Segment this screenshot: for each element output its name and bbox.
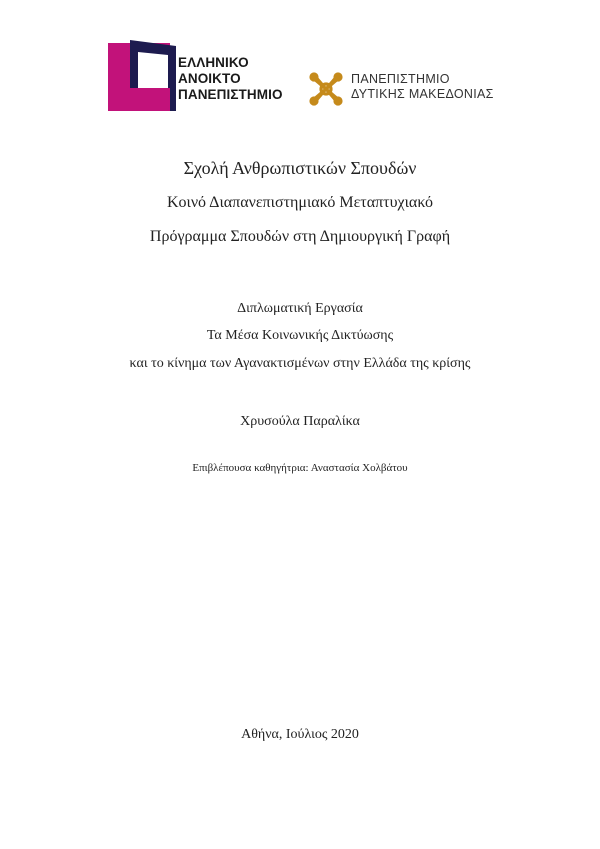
uowm-name bbox=[351, 72, 494, 102]
eap-name bbox=[178, 55, 283, 103]
eap-logo-mark bbox=[108, 40, 178, 114]
eap-name-line: ΠΑΝΕΠΙΣΤΗΜΙΟ bbox=[178, 87, 283, 102]
uowm-name-line: ΠΑΝΕΠΙΣΤΗΜΙΟ bbox=[351, 72, 450, 86]
thesis-title-line2: και το κίνημα των Αγανακτισμένων στην Ελλάδα της κρίσης bbox=[129, 356, 471, 371]
uowm-name-line: ΔΥΤΙΚΗΣ ΜΑΚΕΔΟΝΙΑΣ bbox=[351, 87, 494, 101]
logo-header bbox=[0, 40, 600, 114]
eap-name-line: ΑΝΟΙΚΤΟ bbox=[178, 71, 241, 86]
thesis-label: Διπλωματική Εργασία bbox=[237, 301, 363, 316]
supervisor: Επιβλέπουσα καθηγήτρια: Αναστασία Χολβάτου bbox=[192, 462, 408, 474]
eap-name-line: ΕΛΛΗΝΙΚΟ bbox=[178, 55, 249, 70]
place-date: Αθήνα, Ιούλιος 2020 bbox=[241, 727, 359, 742]
school-name: Σχολή Ανθρωπιστικών Σπουδών bbox=[183, 158, 417, 178]
uowm-emblem-icon bbox=[306, 69, 346, 109]
program-name-line1: Κοινό Διαπανεπιστημιακό Μεταπτυχιακό bbox=[166, 194, 434, 211]
thesis-title-line1: Τα Μέσα Κοινωνικής Δικτύωσης bbox=[206, 328, 394, 343]
uowm-logo bbox=[306, 69, 346, 109]
program-name-line2: Πρόγραμμα Σπουδών στη Δημιουργική Γραφή bbox=[149, 228, 451, 245]
author-name: Χρυσούλα Παραλίκα bbox=[240, 414, 360, 429]
